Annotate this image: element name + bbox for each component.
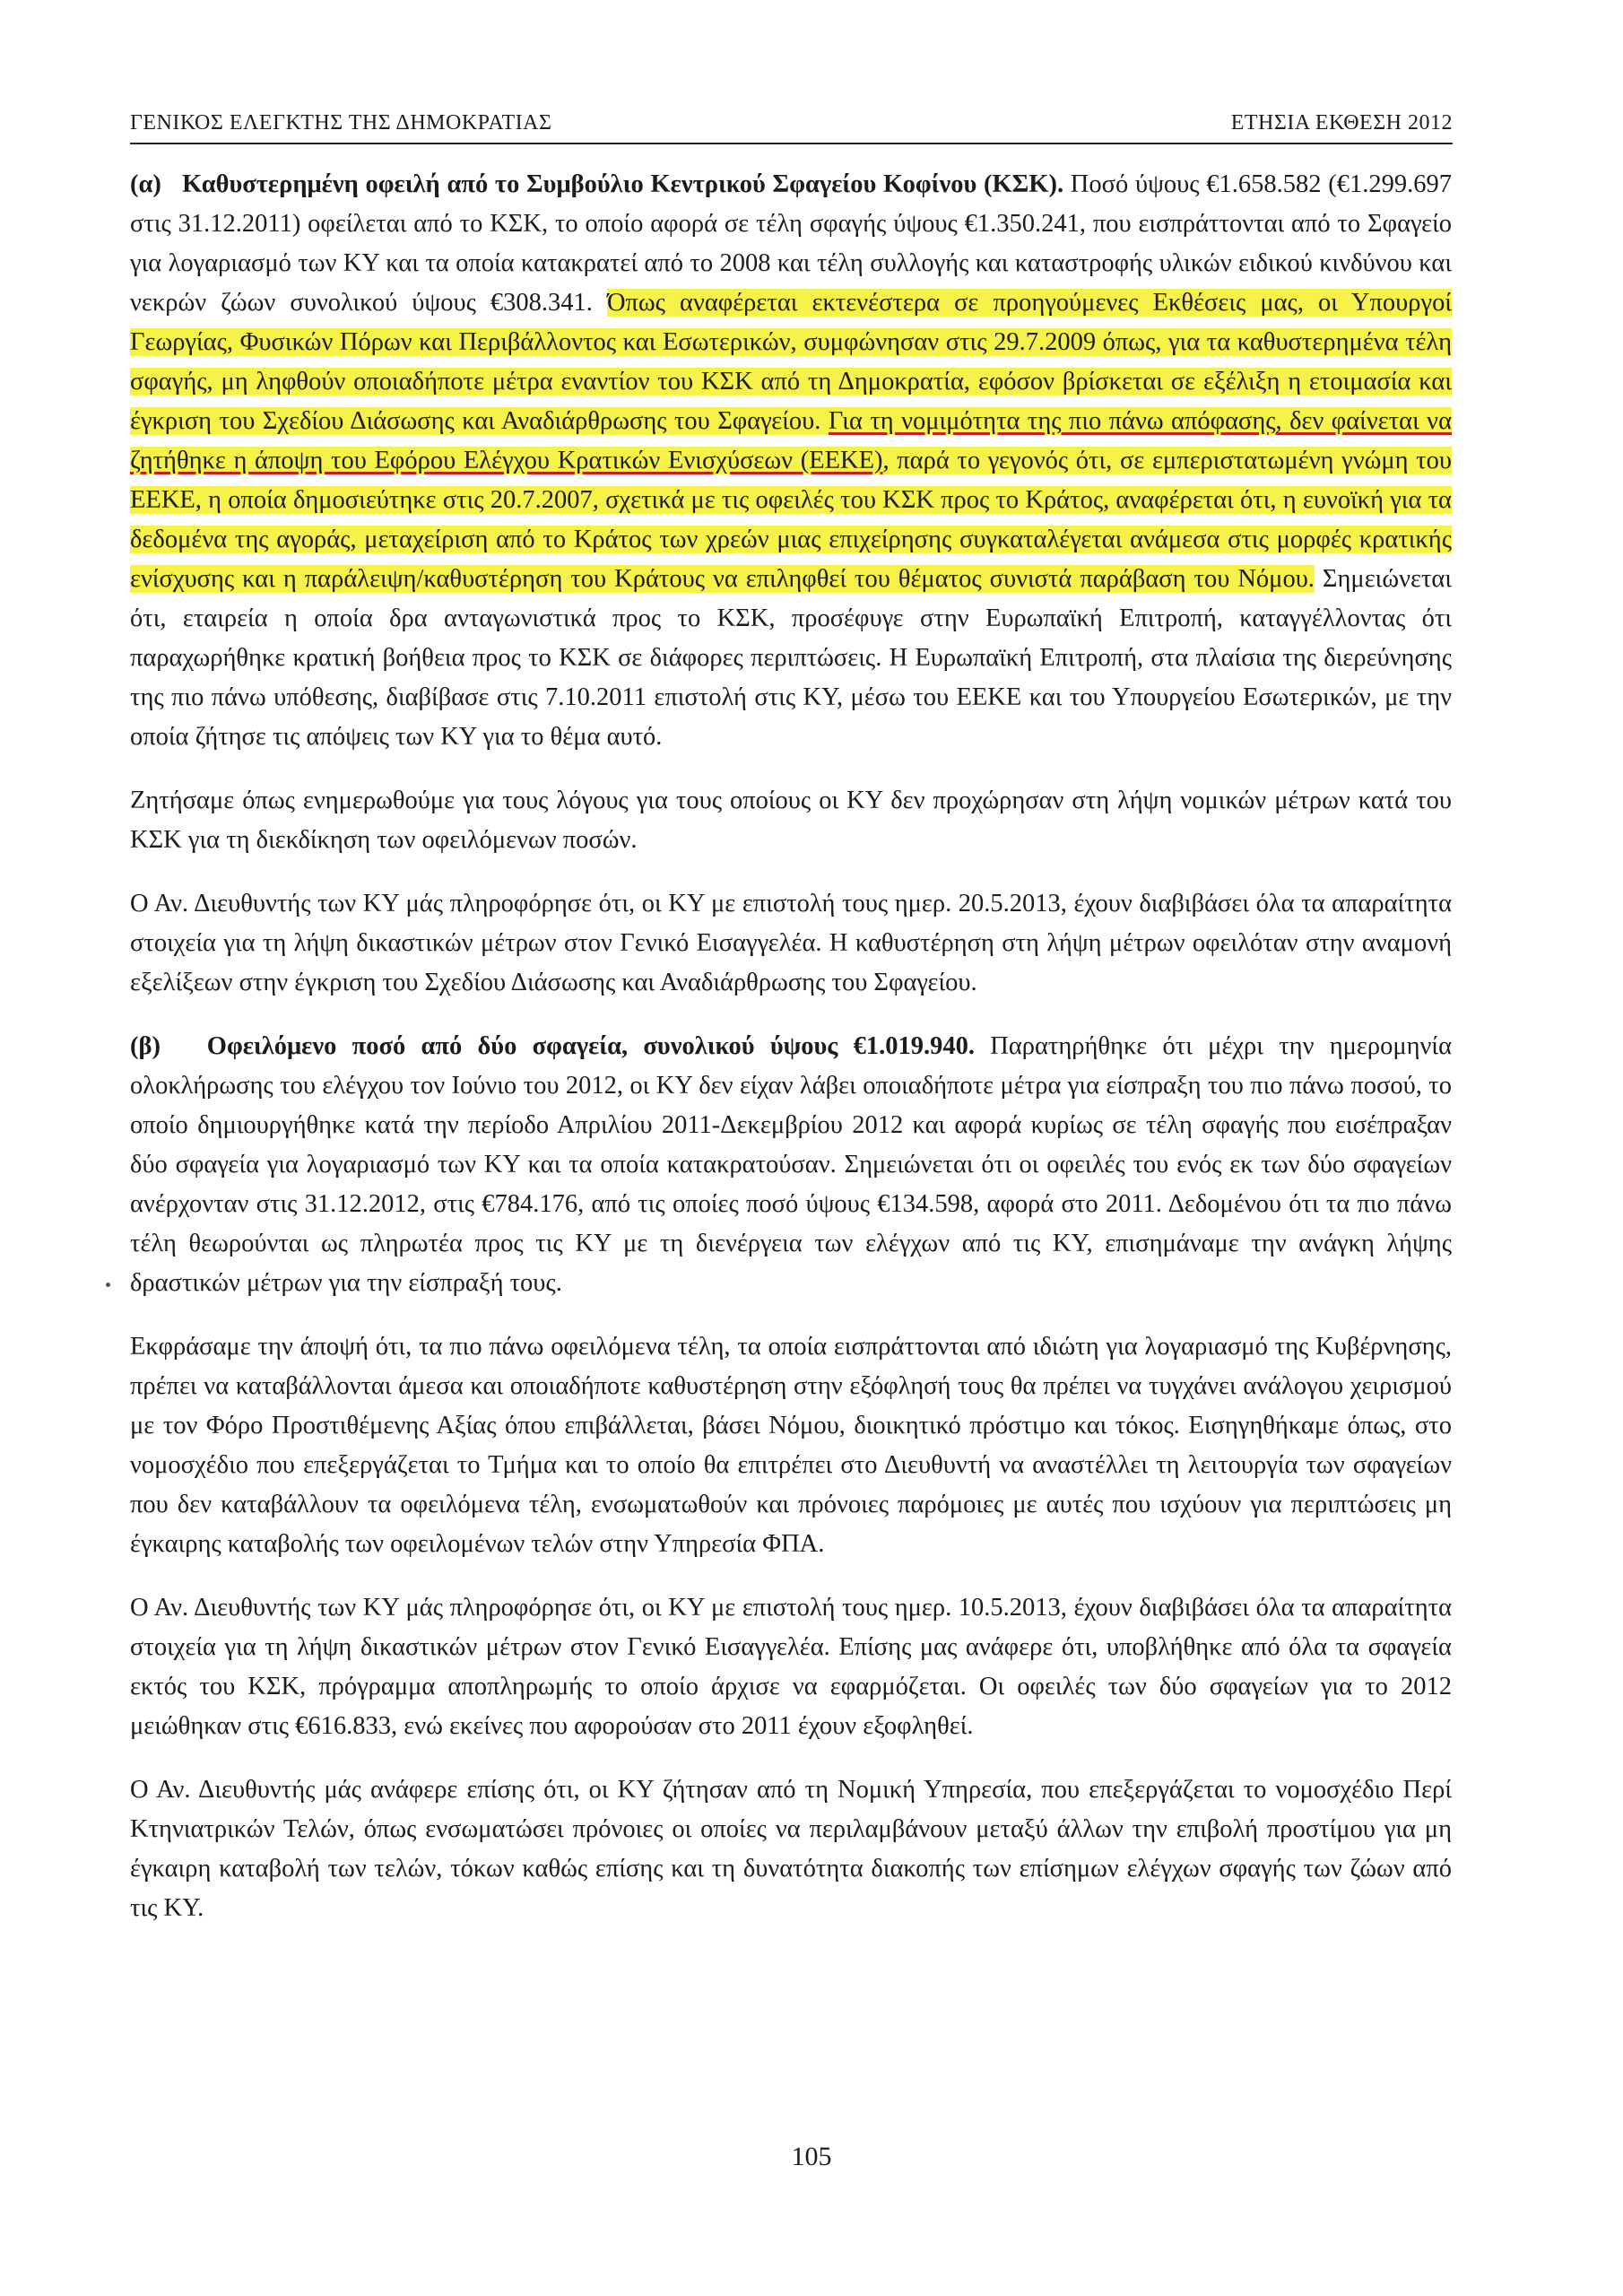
paragraph-5: Εκφράσαμε την άποψή ότι, τα πιο πάνω οφειλόμενα τέλη, τα οποία εισπράττονται από ιδιώτη για λογαριασμό της Κυβέρνησης, πρέπει να καταβάλλονται άμεσα και οποιαδήποτε καθυστέρηση στην εξόφλησή τους θα πρέπει να τυγχάνει ανάλογου χειρισμού με τον Φόρο Προστιθέμενης Αξίας όπου επιβάλλεται, βάσει Νόμου, διοικητικό πρόστιμο και τόκος. Εισηγηθήκαμε όπως, στο νομοσχέδιο που επεξεργάζεται το Τμήμα και το οποίο θα επιτρέπει στο Διευθυντή να αναστέλλει τη λειτουργία των σφαγείων που δεν καταβάλλουν τα οφειλόμενα τέλη, ενσωματωθούν και πρόνοιες παρόμοιες με αυτές που ισχύουν για περιπτώσεις μη έγκαιρης καταβολής των οφειλομένων τελών στην Υπηρεσία ΦΠΑ.: [130, 1333, 1452, 1558]
scan-speck: [106, 1283, 110, 1287]
para-a-highlight1: Όπως αναφέρεται εκτενέστερα σε προηγούμενες Εκθέσεις μας, οι Υπουργοί Γεωργίας, Φυσικών Πόρων και Περιβάλλοντος και Εσωτερικών, συμφώνησαν στις 29.7.2009 όπως, για τα καθυστερημένα τέλη σφαγής, μη ληφθούν οποιαδήποτε μέτρα εναντίον του ΚΣΚ από τη Δημοκρατία, εφόσον βρίσκεται σε εξέλιξη η ετοιμασία και έγκριση του Σχεδίου Διάσωσης και Αναδιάρθρωσης του Σφαγείου.: [130, 289, 1452, 435]
paragraph-2: Ζητήσαμε όπως ενημερωθούμε για τους λόγους για τους οποίους οι ΚΥ δεν προχώρησαν στη λήψη νομικών μέτρων κατά του ΚΣΚ για τη διεκδίκηση των οφειλόμενων ποσών.: [130, 787, 1452, 854]
para-b-label: (β): [130, 1032, 161, 1060]
header-left: ΓΕΝΙΚΟΣ ΕΛΕΓΚΤΗΣ ΤΗΣ ΔΗΜΟΚΡΑΤΙΑΣ: [130, 111, 552, 135]
paragraph-b: [130, 1027, 1452, 1303]
para-a-highlight2-underlined: Για τη νομιμότητα της πιο πάνω απόφασης, δεν φαίνεται να ζητήθηκε η άποψη του Εφόρου Ελέγχου Κρατικών Ενισχύσεων (ΕΕΚΕ): [130, 407, 1452, 474]
para-a-highlight3: , παρά το γεγονός ότι, σε εμπεριστατωμένη γνώμη του ΕΕΚΕ, η οποία δημοσιεύτηκε στις 20.7.2007, σχετικά με τις οφειλές του ΚΣΚ προς το Κράτος, αναφέρεται ότι, η ευνοϊκή για τα δεδομένα της αγοράς, μεταχείριση από το Κράτος των χρεών μιας επιχείρησης συγκαταλέγεται ανάμεσα στις μορφές κρατικής ενίσχυσης και η παράλειψη/καθυστέρηση του Κράτους να επιληφθεί του θέματος συνιστά παράβαση του Νόμου.: [130, 447, 1452, 593]
paragraph-6: Ο Αν. Διευθυντής των ΚΥ μάς πληροφόρησε ότι, οι ΚΥ με επιστολή τους ημερ. 10.5.2013, έχουν διαβιβάσει όλα τα απαραίτητα στοιχεία για τη λήψη δικαστικών μέτρων στον Γενικό Εισαγγελέα. Επίσης μας ανάφερε ότι, υποβλήθηκε από όλα τα σφαγεία εκτός του ΚΣΚ, πρόγραμμα αποπληρωμής το οποίο άρχισε να εφαρμόζεται. Οι οφειλές των δύο σφαγείων για το 2012 μειώθηκαν στις €616.833, ενώ εκείνες που αφορούσαν στο 2011 έχουν εξοφληθεί.: [130, 1594, 1452, 1740]
para-b-heading: Οφειλόμενο ποσό από δύο σφαγεία, συνολικού ύψους €1.019.940.: [206, 1032, 975, 1060]
para-a-label: (α): [130, 170, 161, 198]
page-number: 105: [791, 2142, 832, 2171]
header-right: ΕΤΗΣΙΑ ΕΚΘΕΣΗ 2012: [1230, 111, 1453, 135]
paragraph-3: Ο Αν. Διευθυντής των ΚΥ μάς πληροφόρησε ότι, οι ΚΥ με επιστολή τους ημερ. 20.5.2013, έχουν διαβιβάσει όλα τα απαραίτητα στοιχεία για τη λήψη δικαστικών μέτρων στον Γενικό Εισαγγελέα. Η καθυστέρηση στη λήψη μέτρων οφειλόταν στην αναμονή εξελίξεων στην έγκριση του Σχεδίου Διάσωσης και Αναδιάρθρωσης του Σφαγείου.: [130, 890, 1452, 996]
para-a-text2: Σημειώνεται ότι, εταιρεία η οποία δρα ανταγωνιστικά προς το ΚΣΚ, προσέφυγε στην Ευρωπαϊκή Επιτροπή, καταγγέλλοντας ότι παραχωρήθηκε κρατική βοήθεια προς το ΚΣΚ σε διάφορες περιπτώσεις. Η Ευρωπαϊκή Επιτροπή, στα πλαίσια της διερεύνησης της πιο πάνω υπόθεσης, διαβίβασε στις 7.10.2011 επιστολή στις ΚΥ, μέσω του ΕΕΚΕ και του Υπουργείου Εσωτερικών, με την οποία ζήτησε τις απόψεις των ΚΥ για το θέμα αυτό.: [130, 565, 1452, 751]
page-header: [130, 111, 1453, 144]
main-content: [130, 165, 1452, 1952]
para-a-heading: Καθυστερημένη οφειλή από το Συμβούλιο Κεντρικού Σφαγείου Κοφίνου (ΚΣΚ).: [182, 170, 1064, 198]
para-b-text: Παρατηρήθηκε ότι μέχρι την ημερομηνία ολοκλήρωσης του ελέγχου τον Ιούνιο του 2012, οι ΚΥ δεν είχαν λάβει οποιαδήποτε μέτρα για είσπραξη του πιο πάνω ποσού, το οποίο δημιουργήθηκε κατά την περίοδο Απριλίου 2011-Δεκεμβρίου 2012 και αφορά κυρίως σε τέλη σφαγής που εισέπραξαν δύο σφαγεία για λογαριασμό των ΚΥ και τα οποία κατακρατούσαν. Σημειώνεται ότι οι οφειλές του ενός εκ των δύο σφαγείων ανέρχονταν στις 31.12.2012, στις €784.176, από τις οποίες ποσό ύψους €134.598, αφορά στο 2011. Δεδομένου ότι τα πιο πάνω τέλη θεωρούνται ως πληρωτέα προς τις ΚΥ με τη διενέργεια των ελέγχων από τις ΚΥ, επισημάναμε την ανάγκη λήψης δραστικών μέτρων για την είσπραξή τους.: [130, 1032, 1453, 1297]
para-a-text1: Ποσό ύψους €1.658.582 (€1.299.697 στις 31.12.2011) οφείλεται από το ΚΣΚ, το οποίο αφορά σε τέλη σφαγής ύψους €1.350.241, που εισπράττονται από το Σφαγείο για λογαριασμό των ΚΥ και τα οποία κατακρατεί από το 2008 και τέλη συλλογής και καταστροφής υλικών ειδικού κινδύνου και νεκρών ζώων συνολικού ύψους €308.341.: [130, 170, 1452, 317]
paragraph-7: Ο Αν. Διευθυντής μάς ανάφερε επίσης ότι, οι ΚΥ ζήτησαν από τη Νομική Υπηρεσία, που επεξεργάζεται το νομοσχέδιο Περί Κτηνιατρικών Τελών, όπως ενσωματώσει πρόνοιες οι οποίες να περιλαμβάνουν μεταξύ άλλων την επιβολή προστίμου για μη έγκαιρη καταβολή των τελών, τόκων καθώς επίσης και τη δυνατότητα διακοπής των επίσημων ελέγχων σφαγής των ζώων από τις ΚΥ.: [130, 1776, 1452, 1922]
paragraph-a: [130, 165, 1452, 757]
